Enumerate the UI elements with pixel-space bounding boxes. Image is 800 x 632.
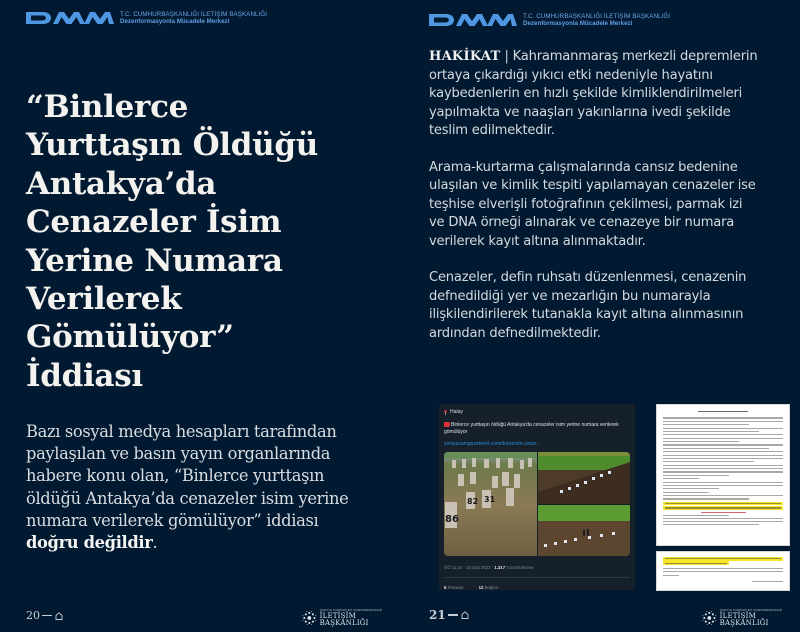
like-label: Beğeni bbox=[483, 585, 498, 590]
title-line: Cenazeler İsim bbox=[26, 204, 282, 241]
tweet-location bbox=[444, 409, 630, 415]
megaphone-icon bbox=[444, 422, 450, 427]
views-count: 1.317 bbox=[494, 565, 506, 570]
highlighted-text bbox=[663, 502, 783, 506]
iletisim-logo bbox=[702, 610, 800, 628]
official-document-page-1 bbox=[656, 404, 790, 546]
fact-check-body bbox=[429, 48, 759, 361]
page-number bbox=[429, 608, 469, 622]
page-number-value: 21 bbox=[429, 608, 446, 622]
tweet-divider bbox=[444, 577, 630, 578]
iletisim-logo bbox=[302, 610, 400, 628]
retweet-label: Retweet bbox=[446, 585, 464, 590]
svg-text:31: 31 bbox=[484, 495, 496, 504]
official-document-page-2 bbox=[656, 551, 790, 591]
like-count: 12 bbox=[478, 585, 484, 590]
org-name-line: T.C. CUMHURBAŞKANLIĞI İLETİŞİM BAŞKANLIĞI bbox=[523, 13, 671, 20]
punctuation: . bbox=[152, 533, 158, 553]
org-subtitle-line: Dezenformasyonla Mücadele Merkezi bbox=[523, 20, 633, 28]
title-line: Gömülüyor” bbox=[26, 319, 234, 356]
verdict-text: doğru değildir bbox=[26, 533, 153, 553]
footer-org-small: TÜRKİYE CUMHURİYETİ CUMHURBAŞKANLIĞI bbox=[319, 608, 383, 612]
signature-line bbox=[701, 512, 746, 513]
tweet-stats bbox=[444, 585, 630, 590]
home-icon[interactable] bbox=[55, 612, 63, 620]
dmm-header bbox=[26, 11, 267, 25]
retweet-count: 5 bbox=[444, 585, 447, 590]
fact-paragraph-2: Arama-kurtarma çalışmalarında cansız bedenine ulaşılan ve kimlik tespiti yapılamayan cenazeler ise teşhise elverişli fotoğrafının çekilmesi, parmak izi ve DNA örneği alınarak ve cenazeye bir numara verilerek kayıt altına alınmaktadır. bbox=[429, 159, 756, 249]
title-line: İddiası bbox=[26, 357, 143, 394]
retweet-stat[interactable] bbox=[444, 585, 470, 590]
location-text: Hatay bbox=[450, 409, 464, 415]
fact-paragraph-3: Cenazeler, defin ruhsatı düzenlenmesi, cenazenin defnedildiği yer ve mezarlığın bu numarayla ilişkilendirilerek tutanakla kayıt altına alınmasının ardından defnedilmektedir. bbox=[429, 270, 747, 341]
hakikat-label: HAKİKAT bbox=[429, 49, 501, 64]
tweet-body: Binlerce yurttaşın öldüğü Antakya'da cenazeler isim yerine numara verilerek gömülüyor bbox=[444, 422, 619, 435]
page-dash bbox=[448, 614, 458, 616]
footer-org-small: TÜRKİYE CUMHURİYETİ CUMHURBAŞKANLIĞI bbox=[719, 608, 783, 612]
grave-trench-photos bbox=[538, 452, 630, 556]
dmm-header bbox=[429, 13, 670, 27]
dmm-logo-icon bbox=[26, 11, 114, 25]
like-stat[interactable] bbox=[479, 585, 505, 590]
highlighted-text bbox=[663, 506, 783, 510]
document-heading bbox=[698, 411, 748, 412]
highlighted-text bbox=[663, 561, 729, 565]
paragraph-text: Kahramanmaraş merkezli depremlerin ortaya çıkardığı yıkıcı etki nedeniyle hayatını kaybedenlerin en hızlı şekilde kimliklendirilmeleri yapılmakta ve naaşları yakınlarına ivedi şekilde teslim edilmektedir. bbox=[429, 49, 758, 138]
tweet-time: ÖÖ 11:24 · 10 Şub 2023 · bbox=[444, 565, 495, 570]
footer-org-name: İLETİŞİM BAŞKANLIĞI bbox=[719, 612, 769, 627]
views-label: Görüntülenme bbox=[505, 565, 534, 570]
tweet-screenshot bbox=[439, 404, 635, 590]
page-number-value: 20 bbox=[26, 609, 40, 622]
home-icon[interactable] bbox=[461, 611, 469, 619]
claim-title bbox=[26, 88, 366, 395]
org-subtitle-line: Dezenformasyonla Mücadele Merkezi bbox=[120, 18, 230, 26]
tweet-meta bbox=[444, 565, 630, 570]
svg-text:86: 86 bbox=[445, 514, 459, 525]
svg-text:82: 82 bbox=[467, 497, 479, 506]
cemetery-photo bbox=[444, 452, 537, 556]
tweet-link[interactable]: yeniyasamgazetesi4.com/depremin-ustun... bbox=[444, 441, 541, 447]
location-pin-icon bbox=[444, 410, 447, 415]
highlighted-text bbox=[663, 557, 783, 561]
iletisim-emblem-icon bbox=[702, 610, 717, 626]
fact-paragraph-1 bbox=[429, 48, 759, 141]
title-line: “Binlerce bbox=[26, 89, 189, 125]
tweet-media[interactable] bbox=[444, 452, 630, 556]
title-line: Verilerek bbox=[26, 281, 182, 318]
claim-text: Bazı sosyal medya hesapları tarafından paylaşılan ve basın yayın organlarında habere konu olan, “Binlerce yurttaşın öldüğü Antakya’da cenazeler isim yerine numara verilerek gömülüyor” iddiası bbox=[26, 422, 349, 530]
title-line: Antakya’da bbox=[26, 165, 217, 202]
footer-org-name: İLETİŞİM BAŞKANLIĞI bbox=[319, 612, 369, 627]
tweet-text bbox=[444, 422, 630, 435]
separator: | bbox=[504, 49, 509, 64]
claim-description bbox=[26, 421, 356, 554]
iletisim-emblem-icon bbox=[302, 610, 317, 626]
page-number bbox=[26, 609, 63, 622]
title-line: Yurttaşın Öldüğü bbox=[26, 127, 319, 164]
page-dash bbox=[42, 615, 52, 617]
dmm-logo-icon bbox=[429, 13, 517, 27]
title-line: Yerine Numara bbox=[26, 242, 283, 279]
org-name-line: T.C. CUMHURBAŞKANLIĞI İLETİŞİM BAŞKANLIĞI bbox=[120, 11, 268, 18]
